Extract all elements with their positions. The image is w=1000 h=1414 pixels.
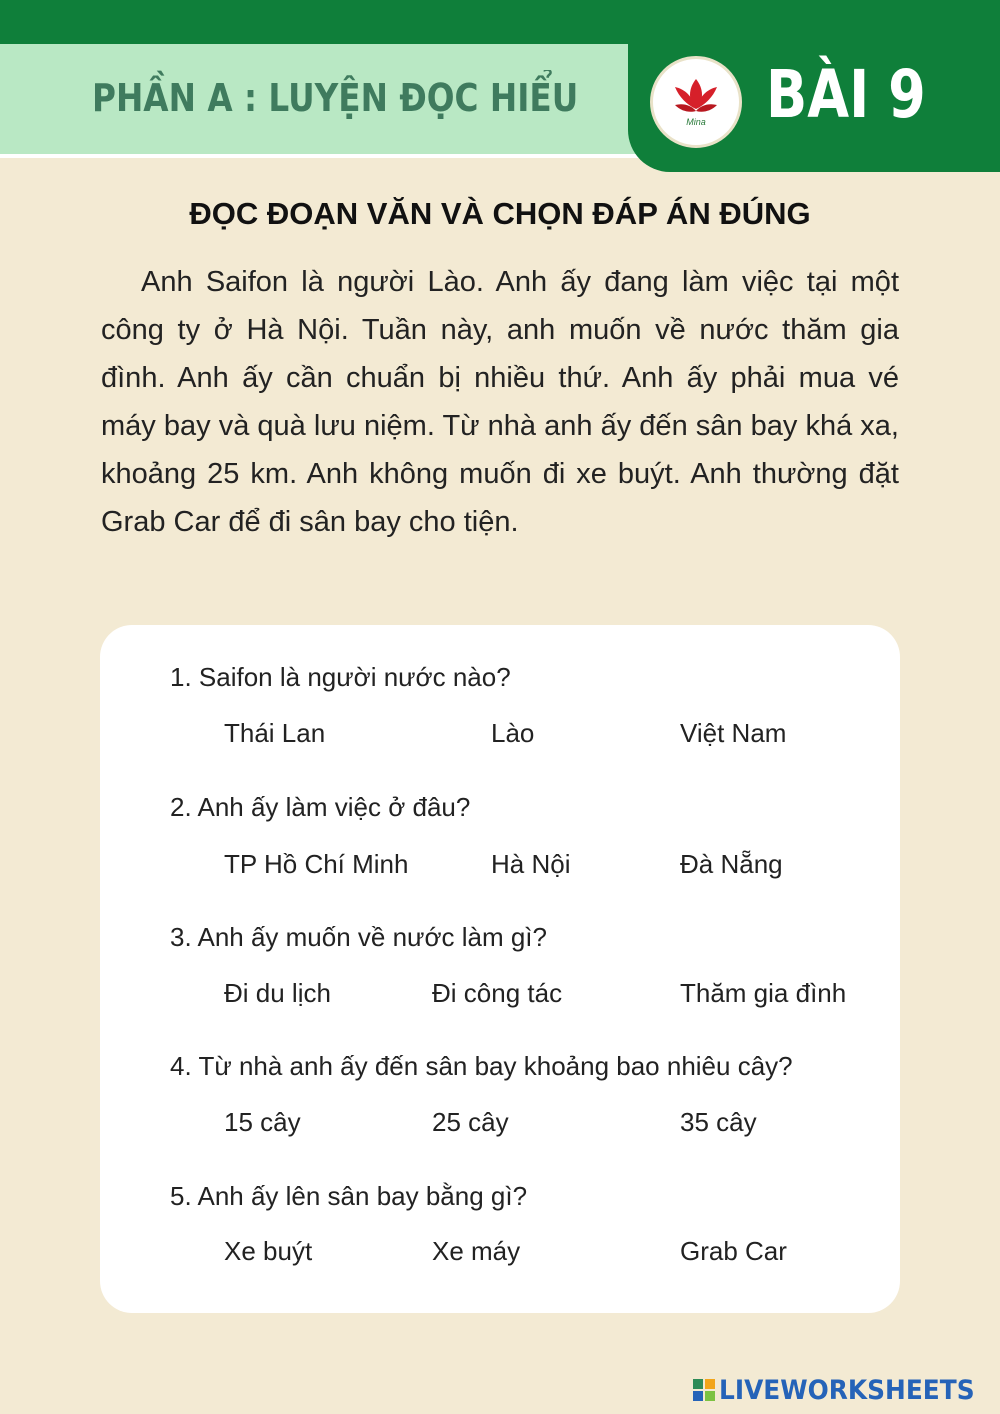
q2-option-b[interactable]: Hà Nội [491,849,571,879]
q5-option-c[interactable]: Grab Car [680,1236,787,1266]
question-5: 5. Anh ấy lên sân bay bằng gì? [170,1181,528,1211]
logo-text: Mina [686,117,706,127]
section-banner [0,44,650,158]
quiz-card [100,625,900,1313]
reading-passage: Anh Saifon là người Lào. Anh ấy đang làm việc tại một công ty ở Hà Nội. Tuần này, anh muốn về nước thăm gia đình. Anh ấy cần chuẩn bị nhiều thứ. Anh ấy phải mua vé máy bay và quà lưu niệm. Từ nhà anh ấy đến sân bay khá xa, khoảng 25 km. Anh không muốn đi xe buýt. Anh thường đặt Grab Car để đi sân bay cho tiện. [101,266,899,538]
liveworksheets-logo[interactable] [693,1373,997,1407]
q4-option-a[interactable]: 15 cây [224,1107,301,1137]
q5-option-b[interactable]: Xe máy [432,1236,521,1266]
q4-option-c[interactable]: 35 cây [680,1107,757,1137]
mina-logo [650,56,742,148]
lotus-icon [653,59,739,145]
q3-option-b[interactable]: Đi công tác [432,978,563,1008]
question-1: 1. Saifon là người nước nào? [170,662,511,692]
q5-option-a[interactable]: Xe buýt [224,1236,313,1266]
instruction-heading: ĐỌC ĐOẠN VĂN VÀ CHỌN ĐÁP ÁN ĐÚNG [189,196,811,231]
question-3: 3. Anh ấy muốn về nước làm gì? [170,922,547,952]
q2-option-a[interactable]: TP Hồ Chí Minh [224,849,409,879]
q1-option-a[interactable]: Thái Lan [224,718,326,748]
q2-option-c[interactable]: Đà Nẵng [680,849,783,879]
question-2: 2. Anh ấy làm việc ở đâu? [170,792,471,822]
liveworksheets-mark-icon [693,1379,715,1401]
lesson-title: BÀI 9 [766,56,926,133]
q3-option-c[interactable]: Thăm gia đình [680,978,847,1008]
question-4: 4. Từ nhà anh ấy đến sân bay khoảng bao nhiêu cây? [170,1051,793,1081]
lesson-block [628,0,1000,172]
q4-option-b[interactable]: 25 cây [432,1107,509,1137]
q3-option-a[interactable]: Đi du lịch [224,978,331,1008]
q1-option-c[interactable]: Việt Nam [680,718,787,748]
q1-option-b[interactable]: Lào [491,718,535,748]
section-title: PHẦN A : LUYỆN ĐỌC HIỂU [92,76,579,120]
liveworksheets-brand: LIVEWORKSHEETS [719,1374,975,1406]
